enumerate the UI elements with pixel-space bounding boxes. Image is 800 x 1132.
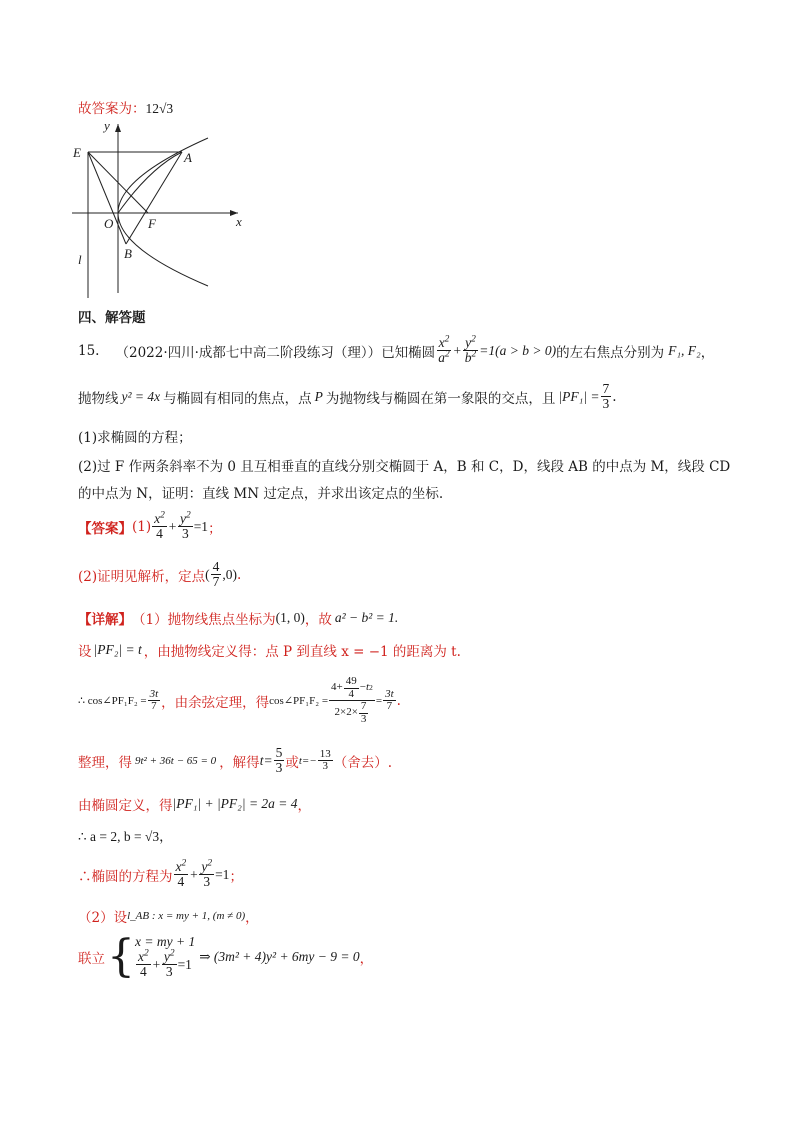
detail-simultaneous: 联立: [78, 950, 105, 967]
detail-cosine-law: ，由余弦定理，得: [161, 694, 270, 711]
detail-tag: 【详解】: [78, 612, 132, 628]
part-2-line-2: 的中点为 N，证明：直线 MN 过定点，并求出该定点的坐标.: [78, 486, 444, 502]
detail-ellipse-eq-text: ∴椭圆的方程为: [78, 868, 173, 885]
answer-fixed-point: ( $\frac{4}{7}$ ,0): [205, 559, 237, 590]
label-E: E: [73, 145, 81, 160]
equation-system: [135, 934, 195, 979]
detail-line-4: [78, 746, 392, 775]
detail-line-3: ∴ cos∠PF₁F₂ = $\frac{3t}{7}$ ，由余弦定理，得 cos∠PF₁F₂ = 4+ $\frac{49}{4}$ − t 2 2×2× $\frac{7}{3}$ = $\frac{3t}{7}$ .: [78, 675, 401, 725]
foci-label: F₁, F₂: [668, 342, 701, 358]
detail-ellipse-def: 由椭圆定义，得: [78, 798, 173, 814]
semicolon-7: ；: [229, 868, 243, 885]
sum-distances: |PF₁| + |PF₂| = 2a = 4: [172, 796, 298, 811]
text-intersection: 为抛物线与椭圆在第一象限的交点，且: [325, 390, 556, 407]
answer-tag: 【答案】: [78, 520, 132, 537]
y-axis-arrow: [115, 124, 121, 132]
pf1-expr: |PF₁| =: [558, 388, 600, 404]
pf1-fraction: [601, 382, 612, 411]
answer-prefix: 故答案为：: [78, 101, 146, 117]
detail-line-7: [78, 860, 243, 889]
answer-value: 12√3: [145, 101, 174, 116]
comma-8: ，: [245, 910, 259, 926]
system-eq-2: $\frac{x^2}{4}$ + $\frac{y^2}{3}$ =1: [138, 948, 192, 980]
quadratic-eq: 9t² + 36t − 65 = 0: [135, 754, 217, 767]
answer-block-2: (2)证明见解析，定点 ( $\frac{4}{7}$ ,0) .: [78, 559, 242, 590]
label-O: O: [104, 216, 114, 231]
problem-line-1: 15. （2022·四川·成都七中高二阶段练习（理）） 已知椭圆 $\frac{x^2}{a^2}$ + $\frac{y^2}{b^2}$ =1(a > b > 0) 的左右焦点分别为 F₁, F₂ ，: [78, 334, 715, 366]
t-solution-1: t= $\frac{5}{3}$: [259, 745, 283, 776]
detail-focus-text: （1）抛物线焦点坐标为: [132, 612, 276, 628]
final-ellipse-equation: $\frac{x^2}{4}$ + $\frac{y^2}{3}$ =1: [175, 858, 230, 890]
detail-parabola-def: ，由抛物线定义得：点 P 到直线 x = −1 的距离为 t.: [143, 644, 461, 660]
detail-line-6: [78, 825, 173, 845]
pf1-num: 7: [602, 381, 610, 396]
answer-part2-text: (2)证明见解析，定点: [78, 568, 206, 585]
detail-line-9: [78, 930, 374, 982]
text-same-focus: 与椭圆有相同的焦点，点: [163, 390, 312, 407]
part-2-line-1: (2)过 F 作两条斜率不为 0 且互相垂直的直线分别交椭圆于 A，B 和 C，D，线段 AB 的中点为 M，线段 CD: [78, 459, 731, 475]
detail-therefore: ，故: [304, 612, 332, 628]
point-P: P: [314, 388, 323, 404]
detail-line-5: [78, 794, 311, 814]
label-x: x: [236, 214, 242, 229]
problem-stem: 已知椭圆: [381, 344, 436, 361]
parabola-curve: [118, 138, 208, 286]
detail-set: 设: [78, 644, 92, 660]
ellipse-equation: $\frac{x^2}{a^2}$ + $\frac{y^2}{b^2}$ =1(a > b > 0): [438, 334, 557, 366]
answer-part1-label: (1): [132, 518, 152, 535]
comma-5: ，: [297, 798, 312, 814]
detail-or: 或: [285, 754, 299, 771]
a-b-values: ∴ a = 2, b = √3，: [78, 829, 173, 844]
section-title: 四、解答题: [78, 310, 146, 326]
detail-solve: ，解得: [219, 754, 260, 771]
combined-equation: ⇒ (3m² + 4)y² + 6my − 9 = 0: [199, 948, 360, 964]
label-A: A: [184, 150, 192, 165]
parabola-figure: [60, 118, 250, 298]
stem-end: 的左右焦点分别为: [556, 344, 665, 361]
label-F: F: [148, 216, 156, 231]
ellipse-condition: =1(a > b > 0): [479, 342, 557, 358]
part-1: (1)求椭圆的方程；: [78, 430, 192, 446]
answer-block-1: 【答案】 (1) $\frac{x^2}{4}$ + $\frac{y^2}{3}$ =1 ；: [78, 510, 222, 542]
cos-expr-2: cos∠PF₁F₂ =: [269, 695, 329, 708]
cosine-fraction: 4+ $\frac{49}{4}$ − t 2 2×2× $\frac{7}{3}$: [331, 675, 373, 725]
detail-simplify: 整理，得: [78, 754, 132, 771]
detail-line-1: [78, 608, 398, 628]
problem-source: （2022·四川·成都七中高二阶段练习（理））: [115, 344, 382, 361]
problem-line-2: 抛物线 y² = 4x 与椭圆有相同的焦点，点 P 为抛物线与椭圆在第一象限的交点，且 |PF₁| = $\frac{7}{3}$ .: [78, 381, 617, 412]
label-l: l: [78, 252, 82, 267]
system-brace: {: [107, 930, 135, 982]
detail-line-2: [78, 640, 461, 660]
system-eq-1: x = my + 1: [135, 934, 196, 949]
answer-line: [78, 97, 173, 117]
label-y: y: [104, 118, 110, 133]
comma-9: ，: [359, 950, 374, 967]
focus-coord: (1, 0): [275, 610, 305, 625]
text-parabola: 抛物线: [78, 390, 119, 407]
detail-part2-set: （2）设: [78, 910, 128, 926]
parabola-equation: y² = 4x: [121, 388, 161, 404]
t-solution-2: t=− $\frac{13}{3}$: [298, 747, 331, 773]
a2-minus-b2: a² − b² = 1.: [334, 610, 399, 625]
problem-number: 15.: [78, 342, 100, 359]
answer-ellipse-equation: $\frac{x^2}{4}$ + $\frac{y^2}{3}$ =1: [154, 510, 209, 542]
cos-expr-1: ∴ cos∠PF₁F₂ =: [78, 695, 147, 708]
label-B: B: [124, 246, 132, 261]
line-AB-eq: l_AB : x = my + 1, (m ≠ 0): [127, 910, 246, 922]
detail-discard: （舍去）.: [333, 754, 393, 771]
detail-line-8: [78, 906, 259, 926]
pf2-eq-t: |PF₂| = t: [93, 642, 142, 657]
pf1-den: 3: [602, 396, 610, 412]
